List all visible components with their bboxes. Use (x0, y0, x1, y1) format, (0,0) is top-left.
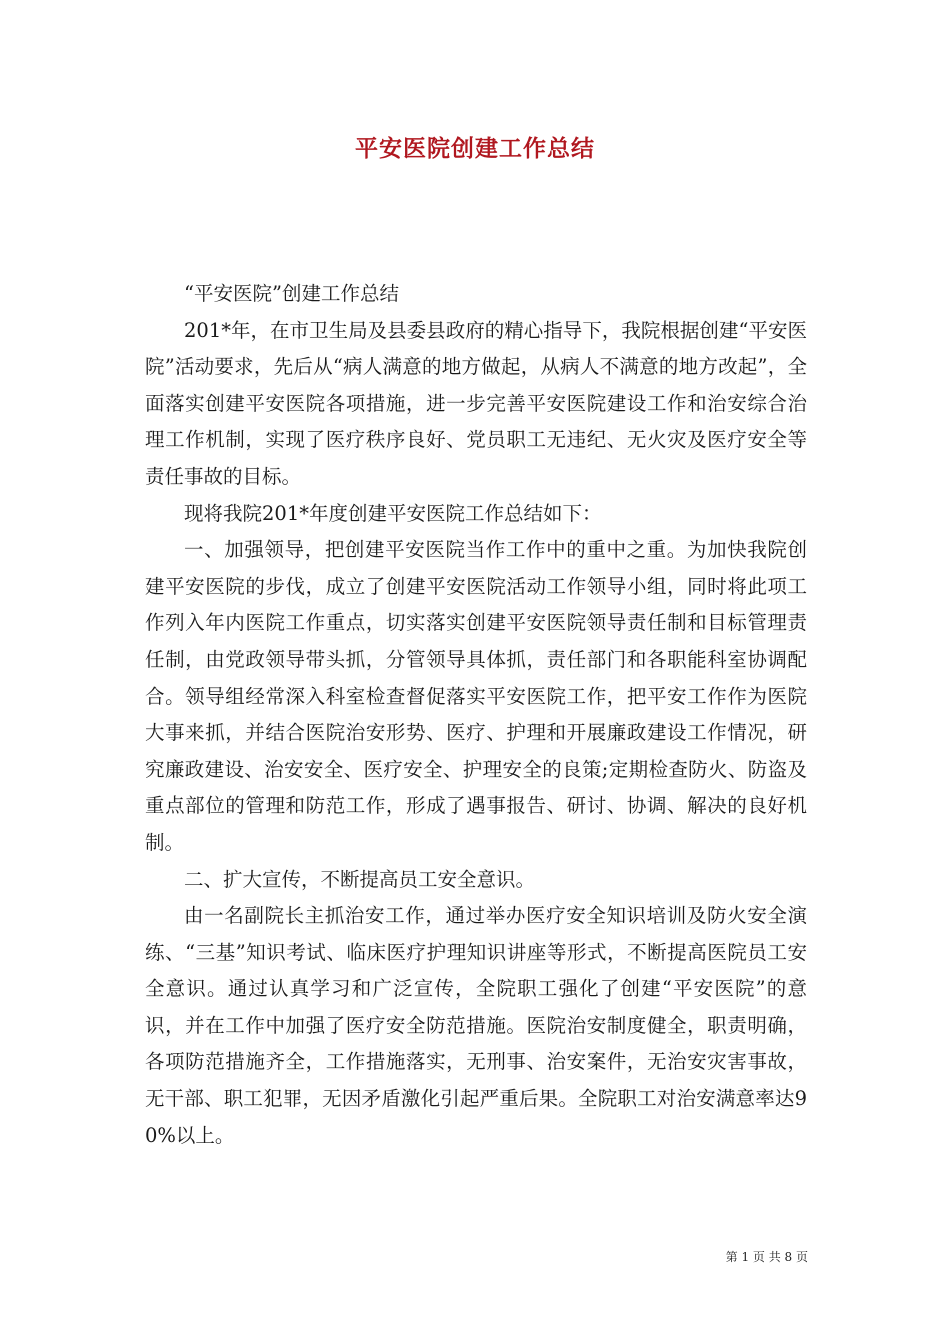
paragraph-section-two-body: 由一名副院长主抓治安工作，通过举办医疗安全知识培训及防火安全演练、“三基”知识考试、临床医疗护理知识讲座等形式，不断提高医院员工安全意识。通过认真学习和广泛宣传，全院职工强化了创建“平安医院”的意识，并在工作中加强了医疗安全防范措施。医院治安制度健全，职责明确，各项防范措施齐全，工作措施落实，无刑事、治安案件，无治安灾害事故，无干部、职工犯罪，无因矛盾激化引起严重后果。全院职工对治安满意率达90%以上。 (145, 904, 807, 1147)
paragraph-section-two-heading: 二、扩大宣传，不断提高员工安全意识。 (184, 867, 536, 891)
document-title: 平安医院创建工作总结 (355, 135, 595, 162)
page-number-footer (690, 1248, 808, 1265)
paragraph-summary-lead: 现将我院201*年度创建平安医院工作总结如下： (184, 501, 602, 525)
paragraph-subtitle: “平安医院”创建工作总结 (184, 282, 399, 305)
paragraph-section-one: 一、加强领导，把创建平安医院当作工作中的重中之重。为加快我院创建平安医院的步伐，成立了创建平安医院活动工作领导小组，同时将此项工作列入年内医院工作重点，切实落实创建平安医院领导责任制和目标管理责任制，由党政领导带头抓，分管领导具体抓，责任部门和各职能科室协调配合。领导组经常深入科室检查督促落实平安医院工作，把平安工作作为医院大事来抓，并结合医院治安形势、医疗、护理和开展廉政建设工作情况，研究廉政建设、治安安全、医疗安全、护理安全的良策;定期检查防火、防盗及重点部位的管理和防范工作，形成了遇事报告、研讨、协调、解决的良好机制。 (145, 538, 807, 854)
paragraph-intro: 201*年，在市卫生局及县委县政府的精心指导下，我院根据创建“平安医院”活动要求，先后从“病人满意的地方做起，从病人不满意的地方改起”，全面落实创建平安医院各项措施，进一步完善平安医院建设工作和治安综合治理工作机制，实现了医疗秩序良好、党员职工无违纪、无火灾及医疗安全等责任事故的目标。 (145, 318, 807, 488)
document-body (145, 276, 807, 1154)
page-number-label: 第 1 页 共 8 页 (725, 1250, 808, 1264)
